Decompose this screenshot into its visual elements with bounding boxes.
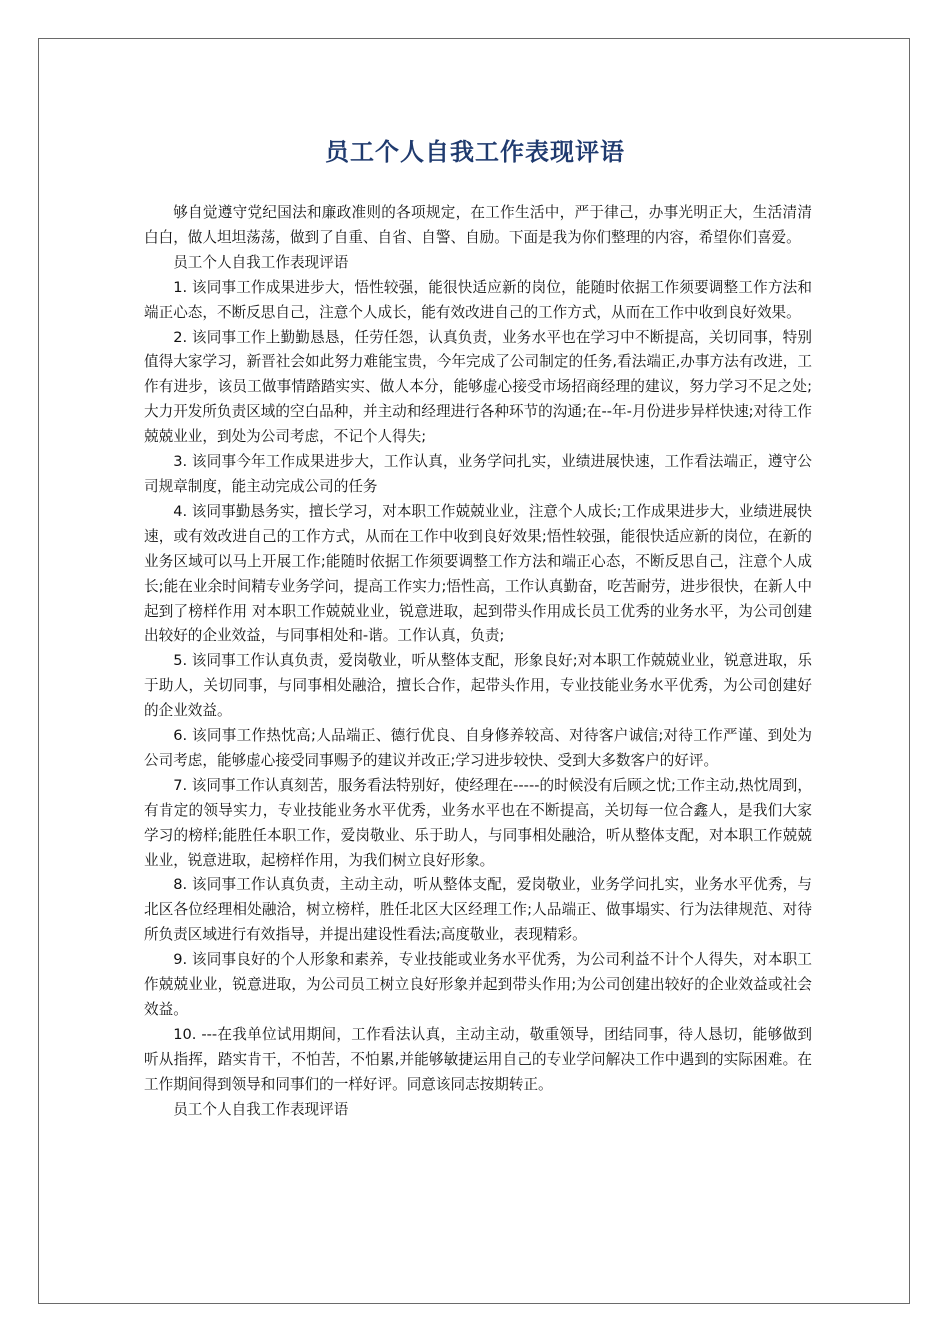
paragraph-item-3: 3. 该同事今年工作成果进步大，工作认真，业务学问扎实，业绩进展快速，工作看法端正，遵守公司规章制度，能主动完成公司的任务 bbox=[144, 453, 812, 495]
paragraph-item-5: 5. 该同事工作认真负责，爱岗敬业，听从整体支配，形象良好;对本职工作兢兢业业，锐意进取，乐于助人，关切同事，与同事相处融洽，擅长合作，起带头作用，专业技能业务水平优秀，为公司创建好的企业效益。 bbox=[144, 652, 812, 720]
paragraph-intro: 够自觉遵守党纪国法和廉政准则的各项规定，在工作生活中，严于律己，办事光明正大，生活清清白白，做人坦坦荡荡，做到了自重、自省、自警、自励。下面是我为你们整理的内容，希望你们喜爱。 bbox=[144, 204, 812, 246]
paragraph-item-8: 8. 该同事工作认真负责，主动主动，听从整体支配，爱岗敬业，业务学问扎实，业务水平优秀，与北区各位经理相处融洽，树立榜样，胜任北区大区经理工作;人品端正、做事塌实、行为法律规范、对待所负责区域进行有效指导，并提出建设性看法;高度敬业，表现精彩。 bbox=[144, 876, 812, 944]
document-title: 员工个人自我工作表现评语 bbox=[325, 138, 625, 166]
paragraph-footer-title: 员工个人自我工作表现评语 bbox=[173, 1100, 349, 1118]
paragraph-item-9: 9. 该同事良好的个人形象和素养，专业技能或业务水平优秀，为公司利益不计个人得失，对本职工作兢兢业业，锐意进取，为公司员工树立良好形象并起到带头作用;为公司创建出较好的企业效益或社会效益。 bbox=[144, 951, 812, 1018]
document-body bbox=[144, 201, 812, 1123]
paragraph-item-4: 4. 该同事勤恳务实，擅长学习，对本职工作兢兢业业，注意个人成长;工作成果进步大，业绩进展快速，或有效改进自己的工作方式，从而在工作中收到良好效果;悟性较强，能很快适应新的岗位，在新的业务区域可以马上开展工作;能随时依据工作须要调整工作方法和端正心态，不断反思自己，注意个人成长;能在业余时间精专业务学问，提高工作实力;悟性高，工作认真勤奋，吃苦耐劳，进步很快，在新人中起到了榜样作用 对本职工作兢兢业业，锐意进取，起到带头作用成长员工优秀的业务水平，为公司创建出较好的企业效益，与同事相处和-谐。工作认真，负责; bbox=[144, 502, 812, 645]
paragraph-subtitle: 员工个人自我工作表现评语 bbox=[173, 253, 349, 271]
paragraph-item-6: 6. 该同事工作热忱高;人品端正、德行优良、自身修养较高、对待客户诚信;对待工作严谨、到处为公司考虑，能够虚心接受同事赐予的建议并改正;学习进步较快、受到大多数客户的好评。 bbox=[144, 727, 812, 769]
paragraph-item-1: 1. 该同事工作成果进步大，悟性较强，能很快适应新的岗位，能随时依据工作须要调整工作方法和端正心态，不断反思自己，注意个人成长，能有效改进自己的工作方式，从而在工作中收到良好效果。 bbox=[144, 278, 812, 321]
paragraph-item-10: 10. ---在我单位试用期间，工作看法认真，主动主动，敬重领导，团结同事，待人恳切，能够做到听从指挥，踏实肯干，不怕苦，不怕累,并能够敏捷运用自己的专业学问解决工作中遇到的实际困难。在工作期间得到领导和同事们的一样好评。同意该同志按期转正。 bbox=[144, 1025, 812, 1093]
paragraph-item-7: 7. 该同事工作认真刻苦，服务看法特别好，使经理在-----的时候没有后顾之忧;工作主动,热忱周到，有肯定的领导实力，专业技能业务水平优秀，业务水平也在不断提高，关切每一位合鑫人，是我们大家学习的榜样;能胜任本职工作，爱岗敬业、乐于助人，与同事相处融洽，听从整体支配，对本职工作兢兢业业，锐意进取，起榜样作用，为我们树立良好形象。 bbox=[144, 776, 812, 869]
paragraph-item-2: 2. 该同事工作上勤勤恳恳，任劳任怨，认真负责，业务水平也在学习中不断提高，关切同事，特别值得大家学习，新晋社会如此努力难能宝贵，今年完成了公司制定的任务,看法端正,办事方法有改进，工作有进步，该员工做事情踏踏实实、做人本分，能够虚心接受市场招商经理的建议，努力学习不足之处;大力开发所负责区域的空白品种，并主动和经理进行各种环节的沟通;在--年-月份进步异样快速;对待工作兢兢业业，到处为公司考虑，不记个人得失; bbox=[144, 328, 812, 446]
